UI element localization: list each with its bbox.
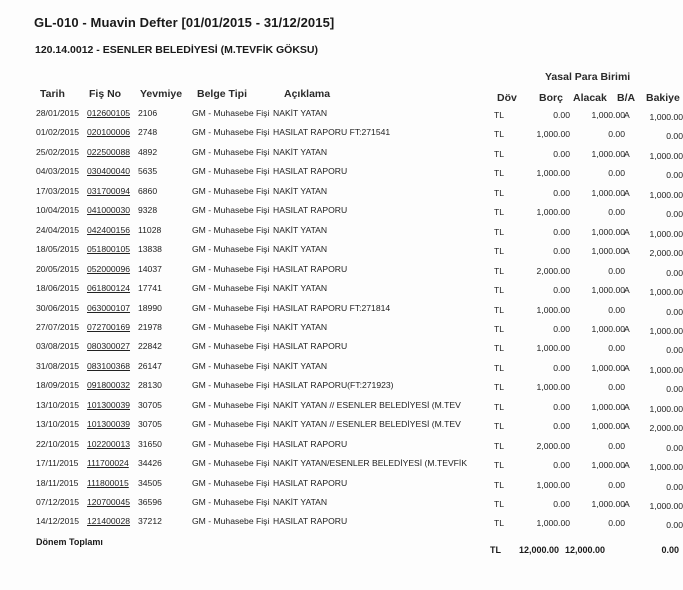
doviz: TL bbox=[494, 518, 505, 529]
belge-tipi: GM - Muhasebe Fişi bbox=[192, 438, 270, 449]
aciklama: NAKİT YATAN // ESENLER BELEDİYESİ (M.TEV bbox=[273, 399, 461, 410]
belge-tipi: GM - Muhasebe Fişi bbox=[192, 380, 270, 391]
alacak-amount: 0.00 bbox=[608, 304, 625, 315]
alacak-amount: 0.00 bbox=[608, 129, 625, 140]
total-label: Dönem Toplamı bbox=[36, 537, 103, 547]
yevmiye-no: 17741 bbox=[138, 283, 162, 294]
belge-tipi: GM - Muhasebe Fişi bbox=[192, 419, 270, 430]
fis-no-link[interactable]: 022500088 bbox=[87, 146, 131, 157]
col-yevmiye: Yevmiye bbox=[140, 88, 183, 100]
aciklama: NAKİT YATAN bbox=[273, 108, 328, 118]
borc-amount: 1,000.00 bbox=[536, 304, 570, 315]
alacak-amount: 1,000.00 bbox=[591, 401, 625, 412]
fis-no-link[interactable]: 030400040 bbox=[87, 166, 131, 177]
alacak-amount: 0.00 bbox=[608, 479, 625, 490]
table-row bbox=[0, 439, 683, 453]
yevmiye-no: 36596 bbox=[138, 497, 162, 507]
fis-no-link[interactable]: 052000096 bbox=[87, 263, 131, 274]
aciklama: HASILAT RAPORU bbox=[273, 341, 348, 352]
col-fis-no: Fiş No bbox=[89, 88, 122, 100]
doviz: TL bbox=[494, 421, 505, 432]
yevmiye-no: 37212 bbox=[138, 516, 162, 527]
bakiye-amount: 0.00 bbox=[666, 209, 683, 220]
table-row bbox=[0, 244, 683, 258]
yevmiye-no: 21978 bbox=[138, 321, 162, 332]
table-row bbox=[0, 322, 683, 336]
belge-tipi: GM - Muhasebe Fişi bbox=[192, 360, 270, 371]
col-dov: Döv bbox=[497, 92, 517, 104]
bakiye-amount: 0.00 bbox=[666, 481, 683, 492]
table-row bbox=[0, 283, 683, 297]
fis-no-link[interactable]: 111800015 bbox=[87, 477, 129, 488]
entry-date: 17/11/2015 bbox=[36, 458, 79, 469]
fis-no-link[interactable]: 072700169 bbox=[87, 321, 131, 332]
ba-flag: A bbox=[624, 110, 630, 120]
table-row bbox=[0, 380, 683, 394]
doviz: TL bbox=[494, 499, 505, 509]
ba-flag: A bbox=[624, 323, 630, 334]
aciklama: NAKİT YATAN/ESENLER BELEDİYESİ (M.TEVFİK bbox=[273, 458, 468, 469]
belge-tipi: GM - Muhasebe Fişi bbox=[192, 108, 270, 118]
table-row bbox=[0, 419, 683, 433]
borc-amount: 2,000.00 bbox=[536, 440, 570, 451]
yevmiye-no: 2106 bbox=[138, 108, 158, 118]
fis-no-link[interactable]: 091800032 bbox=[87, 380, 131, 391]
bakiye-amount: 1,000.00 bbox=[649, 150, 683, 161]
entry-date: 18/05/2015 bbox=[36, 244, 80, 255]
col-borc: Borç bbox=[539, 92, 563, 104]
table-row bbox=[0, 108, 683, 122]
ba-flag: A bbox=[624, 187, 630, 198]
alacak-amount: 1,000.00 bbox=[591, 110, 625, 120]
bakiye-amount: 2,000.00 bbox=[649, 248, 683, 259]
fis-no-link[interactable]: 063000107 bbox=[87, 302, 131, 313]
borc-amount: 0.00 bbox=[553, 110, 570, 120]
ba-flag: A bbox=[624, 362, 630, 373]
fis-no-link[interactable]: 121400028 bbox=[87, 516, 131, 527]
doviz: TL bbox=[494, 226, 505, 237]
bakiye-amount: 0.00 bbox=[666, 442, 683, 453]
borc-amount: 1,000.00 bbox=[536, 518, 570, 529]
aciklama: HASILAT RAPORU bbox=[273, 438, 348, 449]
bakiye-amount: 0.00 bbox=[666, 520, 683, 531]
fis-no-link[interactable]: 051800105 bbox=[87, 244, 131, 255]
fis-no-link[interactable]: 041000030 bbox=[87, 205, 131, 216]
table-row bbox=[0, 127, 683, 141]
bakiye-amount: 1,000.00 bbox=[649, 228, 683, 239]
borc-amount: 1,000.00 bbox=[536, 207, 570, 218]
alacak-amount: 0.00 bbox=[608, 168, 625, 179]
yevmiye-no: 14037 bbox=[138, 263, 162, 274]
alacak-amount: 0.00 bbox=[608, 343, 625, 354]
col-aciklama: Açıklama bbox=[284, 88, 331, 100]
fis-no-link[interactable]: 042400156 bbox=[87, 224, 131, 235]
yevmiye-no: 34505 bbox=[138, 477, 162, 488]
yevmiye-no: 13838 bbox=[138, 244, 162, 255]
yevmiye-no: 30705 bbox=[138, 399, 162, 410]
col-belge-tipi: Belge Tipi bbox=[197, 88, 247, 100]
borc-amount: 0.00 bbox=[553, 421, 570, 432]
entry-date: 01/02/2015 bbox=[36, 127, 80, 138]
alacak-amount: 0.00 bbox=[608, 518, 625, 529]
entry-date: 24/04/2015 bbox=[36, 224, 80, 235]
fis-no-link[interactable]: 101300039 bbox=[87, 399, 131, 410]
table-row bbox=[0, 205, 683, 219]
doviz: TL bbox=[494, 460, 505, 471]
belge-tipi: GM - Muhasebe Fişi bbox=[192, 283, 270, 294]
borc-amount: 0.00 bbox=[553, 401, 570, 412]
table-row bbox=[0, 400, 683, 414]
belge-tipi: GM - Muhasebe Fişi bbox=[192, 263, 270, 274]
alacak-amount: 0.00 bbox=[608, 440, 625, 451]
borc-amount: 0.00 bbox=[553, 148, 570, 159]
col-tarih: Tarih bbox=[40, 88, 65, 100]
bakiye-amount: 2,000.00 bbox=[649, 423, 683, 434]
doviz: TL bbox=[494, 382, 505, 393]
alacak-amount: 0.00 bbox=[608, 265, 625, 276]
doviz: TL bbox=[494, 401, 505, 412]
table-row bbox=[0, 303, 683, 317]
belge-tipi: GM - Muhasebe Fişi bbox=[192, 341, 270, 352]
table-header bbox=[0, 88, 683, 104]
entry-date: 25/02/2015 bbox=[36, 146, 80, 157]
fis-no-link[interactable]: 102200013 bbox=[87, 438, 131, 449]
doviz: TL bbox=[494, 440, 505, 451]
entry-date: 30/06/2015 bbox=[36, 302, 80, 313]
col-bakiye: Bakiye bbox=[646, 92, 680, 104]
col-alacak: Alacak bbox=[573, 92, 607, 104]
ba-flag: A bbox=[624, 460, 630, 471]
yevmiye-no: 31650 bbox=[138, 438, 162, 449]
yevmiye-no: 9328 bbox=[138, 205, 158, 216]
aciklama: HASILAT RAPORU bbox=[273, 263, 348, 274]
borc-amount: 1,000.00 bbox=[536, 479, 570, 490]
alacak-amount: 1,000.00 bbox=[591, 246, 625, 257]
doviz: TL bbox=[494, 129, 505, 140]
bakiye-amount: 1,000.00 bbox=[649, 287, 683, 298]
aciklama: NAKİT YATAN bbox=[273, 360, 328, 371]
bakiye-amount: 0.00 bbox=[666, 267, 683, 278]
belge-tipi: GM - Muhasebe Fişi bbox=[192, 497, 270, 507]
fis-no-link[interactable]: 101300039 bbox=[87, 419, 131, 430]
fis-no-link[interactable]: 020100006 bbox=[87, 127, 131, 138]
total-borc: 12,000.00 bbox=[518, 545, 559, 555]
yevmiye-no: 4892 bbox=[138, 146, 158, 157]
aciklama: HASILAT RAPORU bbox=[273, 516, 348, 527]
belge-tipi: GM - Muhasebe Fişi bbox=[192, 205, 270, 216]
bakiye-amount: 0.00 bbox=[666, 384, 683, 395]
bakiye-amount: 1,000.00 bbox=[649, 462, 683, 473]
aciklama: NAKİT YATAN bbox=[273, 283, 328, 294]
aciklama: HASILAT RAPORU FT:271814 bbox=[273, 302, 391, 313]
alacak-amount: 1,000.00 bbox=[591, 499, 625, 509]
bakiye-amount: 1,000.00 bbox=[649, 364, 683, 375]
table-row bbox=[0, 516, 683, 530]
aciklama: NAKİT YATAN bbox=[273, 185, 328, 196]
yevmiye-no: 30705 bbox=[138, 419, 162, 430]
aciklama: NAKİT YATAN bbox=[273, 497, 328, 507]
bakiye-amount: 1,000.00 bbox=[649, 189, 683, 200]
belge-tipi: GM - Muhasebe Fişi bbox=[192, 185, 270, 196]
belge-tipi: GM - Muhasebe Fişi bbox=[192, 244, 270, 255]
aciklama: HASILAT RAPORU(FT:271923) bbox=[273, 380, 394, 391]
belge-tipi: GM - Muhasebe Fişi bbox=[192, 302, 270, 313]
yevmiye-no: 26147 bbox=[138, 360, 162, 371]
fis-no-link[interactable]: 120700045 bbox=[87, 497, 131, 507]
period-total-row bbox=[0, 537, 683, 553]
aciklama: HASILAT RAPORU bbox=[273, 166, 348, 177]
entry-date: 20/05/2015 bbox=[36, 263, 80, 274]
bakiye-amount: 0.00 bbox=[666, 345, 683, 356]
belge-tipi: GM - Muhasebe Fişi bbox=[192, 458, 270, 469]
table-row bbox=[0, 264, 683, 278]
borc-amount: 0.00 bbox=[553, 362, 570, 373]
alacak-amount: 1,000.00 bbox=[591, 187, 625, 198]
table-row bbox=[0, 458, 683, 472]
fis-no-link[interactable]: 061800124 bbox=[87, 283, 131, 294]
belge-tipi: GM - Muhasebe Fişi bbox=[192, 516, 270, 527]
yevmiye-no: 6860 bbox=[138, 185, 158, 196]
aciklama: HASILAT RAPORU FT:271541 bbox=[273, 127, 391, 138]
table-row bbox=[0, 478, 683, 492]
aciklama: NAKİT YATAN bbox=[273, 244, 328, 255]
fis-no-link[interactable]: 080300027 bbox=[87, 341, 131, 352]
bakiye-amount: 1,000.00 bbox=[649, 403, 683, 414]
currency-group-label: Yasal Para Birimi bbox=[545, 71, 631, 83]
ba-flag: A bbox=[624, 421, 630, 432]
table-row bbox=[0, 225, 683, 239]
aciklama: NAKİT YATAN bbox=[273, 224, 328, 235]
table-row bbox=[0, 361, 683, 375]
borc-amount: 1,000.00 bbox=[536, 343, 570, 354]
account-title: 120.14.0012 - ESENLER BELEDİYESİ (M.TEVFİK GÖKSU) bbox=[35, 44, 318, 56]
table-row bbox=[0, 341, 683, 355]
ba-flag: A bbox=[624, 401, 630, 412]
fis-no-link[interactable]: 083100368 bbox=[87, 360, 131, 371]
bakiye-amount: 1,000.00 bbox=[649, 112, 683, 122]
entry-date: 31/08/2015 bbox=[36, 360, 80, 371]
entry-date: 03/08/2015 bbox=[36, 341, 80, 352]
ba-flag: A bbox=[624, 148, 630, 159]
alacak-amount: 0.00 bbox=[608, 382, 625, 393]
yevmiye-no: 28130 bbox=[138, 380, 162, 391]
bakiye-amount: 1,000.00 bbox=[649, 325, 683, 336]
alacak-amount: 1,000.00 bbox=[591, 285, 625, 296]
aciklama: NAKİT YATAN bbox=[273, 146, 328, 157]
borc-amount: 1,000.00 bbox=[536, 129, 570, 140]
borc-amount: 1,000.00 bbox=[536, 168, 570, 179]
doviz: TL bbox=[494, 168, 505, 179]
borc-amount: 1,000.00 bbox=[536, 382, 570, 393]
aciklama: HASILAT RAPORU bbox=[273, 205, 348, 216]
total-alacak: 12,000.00 bbox=[564, 545, 605, 555]
entry-date: 17/03/2015 bbox=[36, 185, 80, 196]
doviz: TL bbox=[494, 148, 505, 159]
entry-date: 10/04/2015 bbox=[36, 205, 80, 216]
alacak-amount: 1,000.00 bbox=[591, 362, 625, 373]
bakiye-amount: 1,000.00 bbox=[649, 501, 683, 511]
belge-tipi: GM - Muhasebe Fişi bbox=[192, 166, 270, 177]
alacak-amount: 1,000.00 bbox=[591, 226, 625, 237]
ba-flag: A bbox=[624, 246, 630, 257]
bakiye-amount: 0.00 bbox=[666, 306, 683, 317]
borc-amount: 0.00 bbox=[553, 226, 570, 237]
fis-no-link[interactable]: 012600105 bbox=[87, 108, 131, 118]
col-ba: B/A bbox=[617, 92, 636, 104]
yevmiye-no: 18990 bbox=[138, 302, 162, 313]
aciklama: NAKİT YATAN // ESENLER BELEDİYESİ (M.TEV bbox=[273, 419, 461, 430]
yevmiye-no: 5635 bbox=[138, 166, 158, 177]
entry-date: 07/12/2015 bbox=[36, 497, 80, 507]
doviz: TL bbox=[494, 343, 505, 354]
doviz: TL bbox=[494, 304, 505, 315]
entry-date: 13/10/2015 bbox=[36, 419, 80, 430]
borc-amount: 0.00 bbox=[553, 285, 570, 296]
entry-date: 27/07/2015 bbox=[36, 321, 80, 332]
total-bakiye: 0.00 bbox=[661, 545, 679, 555]
belge-tipi: GM - Muhasebe Fişi bbox=[192, 224, 270, 235]
doviz: TL bbox=[494, 110, 505, 120]
belge-tipi: GM - Muhasebe Fişi bbox=[192, 127, 270, 138]
yevmiye-no: 34426 bbox=[138, 458, 162, 469]
doviz: TL bbox=[494, 207, 505, 218]
belge-tipi: GM - Muhasebe Fişi bbox=[192, 321, 270, 332]
report-title: GL-010 - Muavin Defter [01/01/2015 - 31/12/2015] bbox=[34, 15, 335, 30]
borc-amount: 0.00 bbox=[553, 246, 570, 257]
entry-date: 18/06/2015 bbox=[36, 283, 80, 294]
table-row bbox=[0, 497, 683, 511]
alacak-amount: 1,000.00 bbox=[591, 148, 625, 159]
yevmiye-no: 22842 bbox=[138, 341, 162, 352]
doviz: TL bbox=[494, 265, 505, 276]
alacak-amount: 1,000.00 bbox=[591, 421, 625, 432]
table-row bbox=[0, 186, 683, 200]
ba-flag: A bbox=[624, 226, 630, 237]
belge-tipi: GM - Muhasebe Fişi bbox=[192, 477, 270, 488]
alacak-amount: 1,000.00 bbox=[591, 460, 625, 471]
doviz: TL bbox=[494, 187, 505, 198]
doviz: TL bbox=[494, 246, 505, 257]
ba-flag: A bbox=[624, 499, 630, 509]
table-row bbox=[0, 147, 683, 161]
bakiye-amount: 0.00 bbox=[666, 170, 683, 181]
fis-no-link[interactable]: 111700024 bbox=[87, 458, 129, 469]
borc-amount: 2,000.00 bbox=[536, 265, 570, 276]
belge-tipi: GM - Muhasebe Fişi bbox=[192, 399, 270, 410]
borc-amount: 0.00 bbox=[553, 499, 570, 509]
entry-date: 14/12/2015 bbox=[36, 516, 80, 527]
borc-amount: 0.00 bbox=[553, 323, 570, 334]
fis-no-link[interactable]: 031700094 bbox=[87, 185, 131, 196]
entry-date: 18/09/2015 bbox=[36, 380, 80, 391]
entry-date: 22/10/2015 bbox=[36, 438, 80, 449]
doviz: TL bbox=[494, 285, 505, 296]
doviz: TL bbox=[494, 479, 505, 490]
aciklama: NAKİT YATAN bbox=[273, 321, 328, 332]
entry-date: 13/10/2015 bbox=[36, 399, 80, 410]
total-dov: TL bbox=[490, 545, 501, 555]
yevmiye-no: 11028 bbox=[138, 224, 162, 235]
doviz: TL bbox=[494, 323, 505, 334]
ba-flag: A bbox=[624, 285, 630, 296]
bakiye-amount: 0.00 bbox=[666, 131, 683, 142]
table-row bbox=[0, 166, 683, 180]
yevmiye-no: 2748 bbox=[138, 127, 158, 138]
belge-tipi: GM - Muhasebe Fişi bbox=[192, 146, 270, 157]
doviz: TL bbox=[494, 362, 505, 373]
entry-date: 28/01/2015 bbox=[36, 108, 80, 118]
borc-amount: 0.00 bbox=[553, 187, 570, 198]
borc-amount: 0.00 bbox=[553, 460, 570, 471]
entry-date: 04/03/2015 bbox=[36, 166, 80, 177]
alacak-amount: 1,000.00 bbox=[591, 323, 625, 334]
entry-date: 18/11/2015 bbox=[36, 477, 79, 488]
aciklama: HASILAT RAPORU bbox=[273, 477, 348, 488]
alacak-amount: 0.00 bbox=[608, 207, 625, 218]
